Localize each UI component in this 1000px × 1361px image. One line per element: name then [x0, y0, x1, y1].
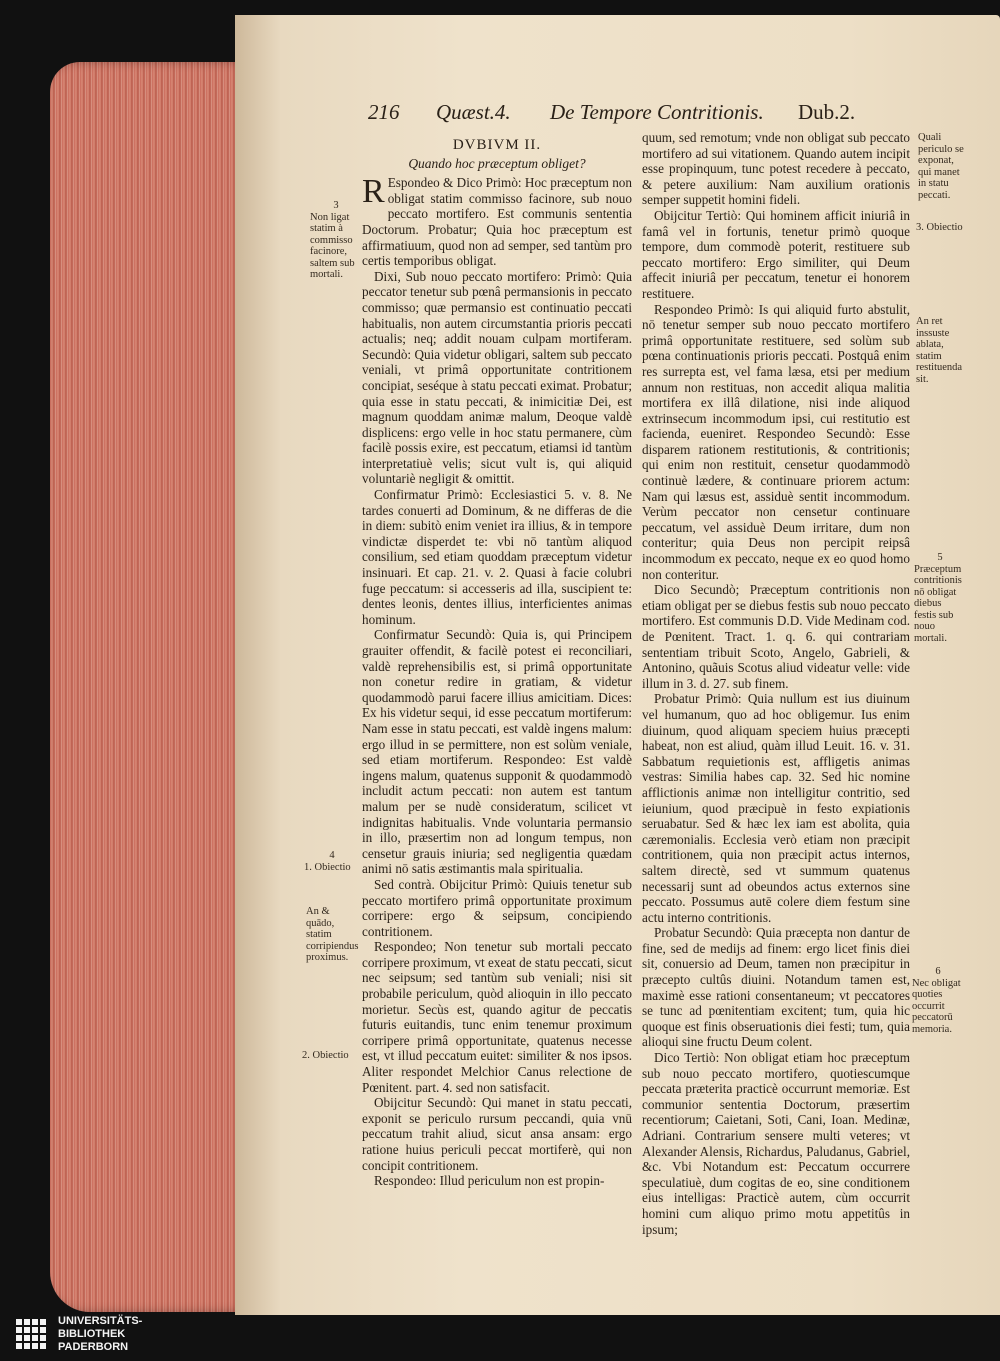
- paragraph: Dico Tertiò: Non obligat etiam hoc præceptum sub nouo peccato mortifero, quotiescumque peccata præterita practicè occurrunt memoriæ. Est communior sententia Doctorum, præsertim recentiorum; Caietani, Soti, Cani, Ioan. Medinæ, Adriani. Contrarium sensere multi veteres; vt Alexander Alensis, Richardus, Paludanus, Gabriel, &c. Vbi Notandum est: Peccatum occurrere speculatiuè, dum cogitas de eo, sine conditionem eius intelligas: Practicè autem, cùm occurrit homini cum aliquo primo motu appetitûs in ipsum;: [642, 1050, 910, 1237]
- margin-note: An ret inssuste ablata, statim restituenda sit.: [916, 316, 963, 385]
- margin-note: Quali periculo se exponat, qui manet in statu peccati.: [918, 132, 964, 201]
- paragraph: Dixi, Sub nouo peccato mortifero: Primò: Quia peccator tenetur sub pœnâ permansionis in peccato commisso; quæ permansio est continuatio peccati habitualis, non autem circumstantia prioris peccati actualis; neq; addit nouam culpam mortiferam. Secundò: Quia videtur obligari, saltem sub peccato veniali, vt primâ opportunitate contritionem concipiat, seséque à statu peccati eximat. Probatur; quia esse in statu peccati, & inimicitiæ Dei, est magnum quoddam animæ malum, Deoque valdè displicens: ergo velle in hoc statu permanere, cùm facilè possis exire, est peccatum, etiamsi id tantùm interpretatiuè velis; sicut vult is, qui aliquid voluntariè negligit & omittit.: [362, 268, 632, 487]
- margin-note: 3. Obiectio: [916, 222, 963, 233]
- drop-cap: R: [362, 173, 385, 211]
- library-logo: [8, 1313, 158, 1359]
- paragraph: Respondeo: Illud periculum non est propin-: [374, 1173, 605, 1189]
- dubium-label: Dub.2.: [798, 100, 856, 124]
- paragraph: Respondeo Primò: Is qui aliquid furto abstulit, nō tenetur semper sub nouo peccato mortifero primâ opportunitate restituere, sed solùm sub pœna continuationis prioris peccati. Postquâ enim res surrepta est, vel fama læsa, etsi per medium annum non restituas, non accedit aliqua malitia mortifera ex illâ dilatione, nisi inde aliquod extrinsecum incommodum ipsi, cui restitutio est facienda, eueniret. Respondeo Secundò: Esse disparem rationem restitutionis, & contritionis; qui enim non restituit, censetur quodammodò continuè lædere, & continuare priorem actum: Nam qui læsus est, assiduè sentit incommodum. Verùm peccator non censetur continuare peccatum, vel assiduè Deum irritare, dum non conteritur; quia Deus non percipit reipsâ incommodum ex peccato, neque ex eo quod homo non conteritur.: [642, 301, 910, 582]
- book-fore-edge: [50, 62, 250, 1312]
- paragraph: quum, sed remotum; vnde non obligat sub peccato mortifero ad sui vitationem. Quando autem incipit esse propinquum, tunc potest recedere à peccato, & petere auxilium: Nam auxilium orationis semper suppetit homini fideli.: [642, 130, 910, 208]
- page-title: De Tempore Contritionis.: [550, 100, 764, 124]
- paragraph: R Espondeo & Dico Primò: Hoc præceptum non obligat statim commisso facinore, sub nouo peccato mortifero. Est communis sententia Doctorum. Probatur; Quia hoc præceptum est affirmatiuum, quod non ad semper, sed tantùm pro certis temporibus obligat.: [362, 173, 632, 269]
- paragraph: Confirmatur Primò: Ecclesiastici 5. v. 8. Ne tardes conuerti ad Dominum, & ne differas de die in diem: subitò enim veniet ira illius, & in tempore vindictæ disperdet te: vbi nō tantùm aliquod consilium, sed etiam quoddam præceptum videtur insinuari. Et cap. 21. v. 2. Quasi à facie colubri fuge peccatum: si accesseris ad illa, suscipient te: dentes leonis, dentes illius, interficientes animas hominum.: [362, 487, 632, 627]
- paragraph: Obijcitur Secundò: Qui manet in statu peccati, exponit se periculo rursum peccandi, quia vnū peccatum trahit aliud, sicut ansa ansam: ergo ratione huius periculi peccat mortiferè, qui non concipit contritionem.: [362, 1095, 632, 1173]
- page-number: 216: [368, 100, 400, 124]
- running-head: [368, 100, 888, 126]
- section-subheading: Quando hoc præceptum obliget?: [408, 155, 586, 171]
- paragraph: Probatur Secundò: Quia præcepta non dantur de fine, sed de medijs ad finem: ergo licet finis diei sit, conuersio ad Deum, tamen non præcipitur in præcepto cultûs diuini. Notandum tamen est, maximè esse rationi consentaneum; vt peccatores se tunc ad pœnitentiam excitent; tum, quia hic quoque est finis obseruationis diei festi; tum, quia alioqui sine fructu Deum colent.: [642, 925, 910, 1050]
- margin-note: 4 1. Obiectio: [304, 850, 351, 873]
- question-label: Quæst.4.: [436, 100, 511, 124]
- margin-note: 2. Obiectio: [302, 1050, 349, 1061]
- margin-note: An & quādo, statim corripiendus proximus.: [306, 906, 359, 963]
- left-text-column: [362, 138, 632, 1189]
- paragraph: Obijcitur Tertiò: Qui hominem afficit iniuriâ in famâ vel in fortunis, tenetur primò quoque tempore, dum commodè poterit, restituere sub peccato mortifero: Ergo similiter, qui Deum affecit iniuriâ per peccatum, tenetur ei honorem restituere.: [642, 207, 910, 301]
- paragraph: Respondeo; Non tenetur sub mortali peccato corripere proximum, vt exeat de statu peccati, sicut nec seipsum; sed tantùm sub veniali; nisi sit probabile periculum, quòd alioquin in illo peccato morietur. Secùs est, quando agitur de peccatis futuris euitandis, tunc enim tenemur proximum corripere primâ opportunitate, quatenus necesse est, vt illud peccatum euitet: similiter & nos ipsos. Aliter respondet Melchior Canus relectione de Pœnitent. part. 4. sed non satisfacit.: [362, 939, 632, 1095]
- library-emblem-icon: [14, 1317, 50, 1355]
- margin-note: 5 Præceptum contritionis nō obligat diebus festis sub nouo mortali.: [914, 552, 962, 644]
- paragraph: Dico Secundò; Præceptum contritionis non etiam obligat per se diebus festis sub nouo peccato mortifero. Est communis D.D. Vide Medinam cod. de Pœnitent. Tract. 1. q. 6. qui contrariam sententiam tribuit Scoto, Angelo, Gabrieli, & Antonino, quãuis Scotus aliud videatur velle: vide illum in 3. d. 27. sub finem.: [642, 582, 910, 691]
- paragraph: Confirmatur Secundò: Quia is, qui Principem grauiter offendit, & facilè potest ei reconciliari, valdè reprehensibilis est, si primâ opportunitate non conetur redire in gratiam, & videtur quodammodò parui facere illius amicitiam. Dices: Ex his videtur sequi, id esse peccatum mortiferum: Nam esse in statu peccati, est valdè ingens malum: ergo illud in se permittere, non est solùm veniale, sed etiam mortiferum. Respondeo: Est valdè ingens malum, quatenus supponit & quodammodò includit actum peccati: non autem est tantum malum per se nudè consideratum, scilicet vt indignitas habitualis. Vnde voluntaria permansio in illo, præsertim non ad longum tempus, non censetur grauis iniuria; sed negligentia quædam animi nō satis æstimantis mala spiritualia.: [362, 627, 632, 877]
- margin-note: 3 Non ligat statim à commisso facinore, saltem sub mortali.: [310, 200, 355, 280]
- paragraph: Sed contrà. Obijcitur Primò: Quiuis tenetur sub peccato mortifero primâ opportunitate proximum corripere: ergo & seipsum, concipiendo contritionem.: [362, 876, 632, 939]
- library-name: UNIVERSITÄTS- BIBLIOTHEK PADERBORN: [58, 1315, 143, 1353]
- right-text-column: [642, 130, 910, 1237]
- paragraph: Probatur Primò: Quia nullum est ius diuinum vel humanum, quo ad hoc obligemur. Ius enim diuinum, quod aliquam speciem huius præcepti habeat, non est aliud, quàm illud Leuit. 16. v. 31. Sabbatum requietionis est, affligetis animas vestras: Similia habes cap. 32. Sed hic nomine afflictionis animæ non intelligitur contritio, sed ieiunium, quod præcipuè in festo expiationis seruabatur. Sed & hæc lex iam est abolita, quia cæremonialis. Ecclesia verò etiam non præcipit contritionem, quia non præcipit actus internos, saltem directè, sed vt summum quatenus necessarij sunt ad obeundos actus externos sine peccato. Possumus autē colere diem festum sine actu interno contritionis.: [642, 691, 910, 925]
- section-heading: DVBIVM II.: [452, 137, 542, 153]
- margin-note: 6 Nec obligat quoties occurrit peccatorū memoria.: [912, 966, 961, 1035]
